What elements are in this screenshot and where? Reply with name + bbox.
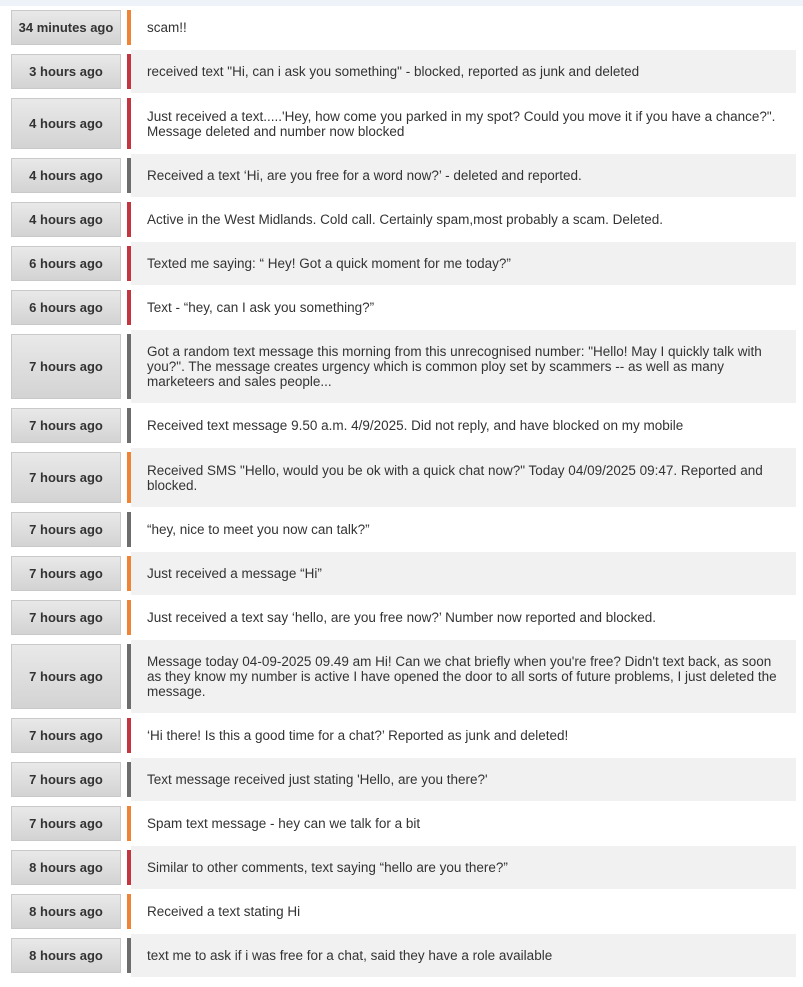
comment-text: Text - “hey, can I ask you something?” xyxy=(131,286,796,329)
timestamp-badge: 4 hours ago xyxy=(11,158,121,193)
comment-text: Active in the West Midlands. Cold call. Certainly spam,most probably a scam. Deleted. xyxy=(131,198,796,241)
timestamp-badge: 7 hours ago xyxy=(11,718,121,753)
timestamp-badge: 6 hours ago xyxy=(11,246,121,281)
comment-row xyxy=(11,640,796,713)
comment-text: text me to ask if i was free for a chat, said they have a role available xyxy=(131,934,796,977)
comment-row xyxy=(11,286,796,329)
comment-text: Message today 04-09-2025 09.49 am Hi! Can we chat briefly when you're free? Didn't text back, as soon as they know my number is active I have opened the door to all sorts of future problems, I just deleted the message. xyxy=(131,640,796,713)
comment-row xyxy=(11,846,796,889)
comment-text: Just received a text say ‘hello, are you free now?’ Number now reported and blocked. xyxy=(131,596,796,639)
timestamp-badge: 3 hours ago xyxy=(11,54,121,89)
comment-row xyxy=(11,154,796,197)
comment-list xyxy=(11,6,796,978)
comment-row xyxy=(11,242,796,285)
comment-text: Text message received just stating 'Hello, are you there?' xyxy=(131,758,796,801)
timestamp-badge: 6 hours ago xyxy=(11,290,121,325)
timestamp-badge: 7 hours ago xyxy=(11,512,121,547)
comment-row xyxy=(11,552,796,595)
comment-row xyxy=(11,508,796,551)
comment-row xyxy=(11,890,796,933)
timestamp-badge: 34 minutes ago xyxy=(11,10,121,45)
timestamp-badge: 7 hours ago xyxy=(11,762,121,797)
comment-row xyxy=(11,50,796,93)
timestamp-badge: 8 hours ago xyxy=(11,938,121,973)
comment-text: Texted me saying: “ Hey! Got a quick moment for me today?” xyxy=(131,242,796,285)
comment-text: “hey, nice to meet you now can talk?” xyxy=(131,508,796,551)
comment-text: Got a random text message this morning from this unrecognised number: "Hello! May I quickly talk with you?". The message creates urgency which is common ploy set by scammers -- as well as many marketeers and sales people... xyxy=(131,330,796,403)
comment-text: Received a text ‘Hi, are you free for a word now?’ - deleted and reported. xyxy=(131,154,796,197)
timestamp-badge: 7 hours ago xyxy=(11,334,121,399)
comment-text: Received SMS "Hello, would you be ok with a quick chat now?" Today 04/09/2025 09:47. Reported and blocked. xyxy=(131,448,796,507)
comment-row xyxy=(11,404,796,447)
timestamp-badge: 7 hours ago xyxy=(11,600,121,635)
comment-row xyxy=(11,198,796,241)
timestamp-badge: 7 hours ago xyxy=(11,806,121,841)
comment-row xyxy=(11,330,796,403)
comment-text: Received a text stating Hi xyxy=(131,890,796,933)
comment-row xyxy=(11,448,796,507)
comment-row xyxy=(11,596,796,639)
timestamp-badge: 8 hours ago xyxy=(11,850,121,885)
timestamp-badge: 7 hours ago xyxy=(11,644,121,709)
timestamp-badge: 4 hours ago xyxy=(11,98,121,149)
comment-text: Received text message 9.50 a.m. 4/9/2025. Did not reply, and have blocked on my mobile xyxy=(131,404,796,447)
comment-row xyxy=(11,94,796,153)
comment-row xyxy=(11,6,796,49)
comment-text: received text "Hi, can i ask you something" - blocked, reported as junk and deleted xyxy=(131,50,796,93)
timestamp-badge: 7 hours ago xyxy=(11,408,121,443)
comment-text: Just received a text.....'Hey, how come you parked in my spot? Could you move it if you have a chance?". Message deleted and number now blocked xyxy=(131,94,796,153)
comment-text: Just received a message “Hi” xyxy=(131,552,796,595)
comment-text: Spam text message - hey can we talk for a bit xyxy=(131,802,796,845)
timestamp-badge: 7 hours ago xyxy=(11,452,121,503)
timestamp-badge: 7 hours ago xyxy=(11,556,121,591)
comment-row xyxy=(11,714,796,757)
comment-text: scam!! xyxy=(131,6,796,49)
timestamp-badge: 8 hours ago xyxy=(11,894,121,929)
comment-row xyxy=(11,758,796,801)
comment-row xyxy=(11,802,796,845)
timestamp-badge: 4 hours ago xyxy=(11,202,121,237)
comment-text: ‘Hi there! Is this a good time for a chat?’ Reported as junk and deleted! xyxy=(131,714,796,757)
comment-text: Similar to other comments, text saying “hello are you there?” xyxy=(131,846,796,889)
comment-row xyxy=(11,934,796,977)
